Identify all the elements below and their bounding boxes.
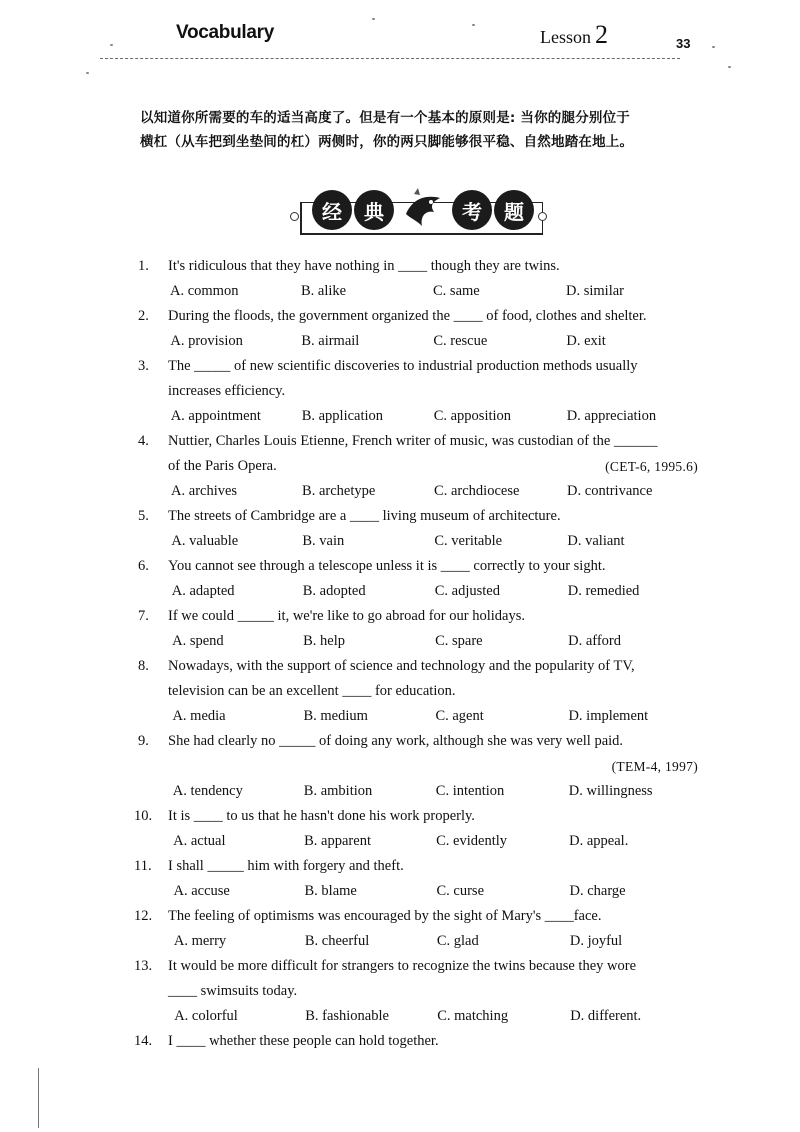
answer-option: D. similar [566,283,624,299]
answer-option: A. valuable [171,533,239,549]
answer-option: C. matching [437,1008,509,1024]
question-line [134,804,728,829]
question-text: Nuttier, Charles Louis Etienne, French writer of music, was custodian of the ______ [168,433,658,449]
question-number: 9. [138,733,149,749]
question-number: 12. [134,908,153,924]
question-text: She had clearly no _____ of doing any work, although she was very well paid. [168,733,624,749]
question-number: 5. [138,508,149,524]
answer-option: A. adapted [171,583,235,599]
question-text: The _____ of new scientific discoveries to industrial production methods usually [168,358,638,374]
question-text: It would be more difficult for strangers to recognize the twins because they wore [168,958,637,974]
answer-option: C. agent [435,708,484,724]
answer-option: D. joyful [569,933,623,949]
question-line [138,754,728,779]
question-line [134,1029,728,1054]
question-text: It is ____ to us that he hasn't done his work properly. [168,808,475,824]
answer-option: C. curse [436,883,485,899]
header-divider [100,58,680,59]
answer-option: A. provision [170,333,243,349]
question-number: 10. [134,808,153,824]
question-item [138,504,728,554]
answer-option: A. colorful [174,1008,238,1024]
question-list [134,254,728,1054]
question-number: 6. [138,558,149,574]
answer-option: D. charge [569,883,626,899]
question-item [138,604,728,654]
question-text: The streets of Cambridge are a ____ living museum of architecture. [168,508,561,524]
answer-option: B. ambition [303,783,373,799]
question-line [138,654,728,679]
question-number: 11. [134,858,152,874]
question-text: I shall _____ him with forgery and theft. [168,858,404,874]
answer-option: D. afford [568,633,621,649]
answer-option: A. spend [172,633,224,649]
banner-dot-right [538,212,547,221]
page-header [0,0,800,80]
answer-option: B. adopted [302,583,366,599]
answer-option: B. application [301,408,384,424]
margin-line [38,1068,39,1128]
question-text: increases efficiency. [168,383,286,399]
question-item [134,904,728,954]
question-number: 7. [138,608,149,624]
answer-option: A. merry [173,933,227,949]
intro-line: 横杠（从车把到坐垫间的杠）两侧时，你的两只脚能够很平稳、自然地踏在地上。 [140,134,634,150]
answer-option: C. rescue [433,333,488,349]
answer-options [138,829,728,854]
question-text: Nowadays, with the support of science and technology and the popularity of TV, [168,658,635,674]
answer-option: A. tendency [172,783,243,799]
intro-line: 以知道你所需要的车的适当高度了。但是有一个基本的原则是: 当你的腿分别位于 [140,110,630,126]
answer-option: D. remedied [567,583,640,599]
answer-option: B. alike [301,283,347,299]
answer-option: B. apparent [304,833,371,849]
answer-option: C. glad [436,933,479,949]
question-text: During the floods, the government organized the ____ of food, clothes and shelter. [168,308,647,324]
question-number: 2. [138,308,149,324]
answer-options [138,529,728,554]
question-item [138,429,728,504]
question-text: of the Paris Opera. [168,458,277,474]
answer-option: D. appeal. [569,833,629,849]
answer-option: A. actual [173,833,226,849]
answer-option: A. common [170,283,239,299]
answer-option: B. medium [303,708,368,724]
answer-option: C. same [433,283,480,299]
answer-option: B. help [303,633,345,649]
question-number: 4. [138,433,149,449]
answer-option: C. intention [435,783,505,799]
question-line [138,554,728,579]
answer-option: A. appointment [170,408,261,424]
question-item [138,254,728,304]
answer-option: C. veritable [434,533,503,549]
question-text: I ____ whether these people can hold together. [168,1033,439,1049]
question-text: You cannot see through a telescope unless it is ____ correctly to your sight. [168,558,606,574]
question-line [134,854,728,879]
lesson-title [540,20,608,50]
answer-option: D. appreciation [566,408,657,424]
scan-speck [712,46,715,48]
banner-char: 典 [354,190,394,230]
answer-options [138,1004,728,1029]
question-item [134,954,728,1029]
answer-option: D. exit [566,333,606,349]
answer-option: D. different. [570,1008,642,1024]
lesson-label: Lesson [540,27,591,47]
question-number: 1. [138,258,149,274]
question-line [138,979,728,1004]
question-item [134,854,728,904]
bird-icon [400,186,446,232]
banner-char: 考 [452,190,492,230]
question-line [138,679,728,704]
answer-option: B. blame [304,883,357,899]
answer-options [138,779,728,804]
answer-option: B. archetype [302,483,376,499]
answer-option: C. archdiocese [434,483,520,499]
question-item [138,554,728,604]
answer-options [138,929,728,954]
question-line [138,379,728,404]
answer-option: D. willingness [568,783,653,799]
question-line [138,354,728,379]
question-item [138,304,728,354]
answer-option: B. cheerful [304,933,370,949]
question-text: ____ swimsuits today. [168,983,298,999]
question-line [138,504,728,529]
scan-speck [86,72,89,74]
answer-options [138,404,728,429]
answer-options [138,329,728,354]
question-line [138,304,728,329]
answer-option: B. vain [302,533,345,549]
scan-speck [472,24,475,26]
banner-char: 经 [312,190,352,230]
question-item [134,804,728,854]
question-number: 14. [134,1033,153,1049]
question-item [138,654,728,729]
banner-char: 题 [494,190,534,230]
answer-option: A. media [172,708,226,724]
question-source: (CET-6, 1995.6) [605,459,698,474]
question-item [138,354,728,429]
lesson-number: 2 [595,20,608,49]
question-number: 3. [138,358,149,374]
question-line [138,604,728,629]
answer-option: A. archives [171,483,238,499]
answer-option: C. evidently [436,833,508,849]
question-line [138,254,728,279]
scan-speck [110,44,113,46]
question-text: It's ridiculous that they have nothing in ____ though they are twins. [168,258,560,274]
answer-options [138,579,728,604]
question-line [138,454,728,479]
intro-paragraph [140,106,705,154]
question-line [138,429,728,454]
answer-option: D. valiant [567,533,625,549]
banner-dot-left [290,212,299,221]
question-text: television can be an excellent ____ for education. [168,683,456,699]
question-item [138,729,728,804]
answer-option: C. apposition [433,408,512,424]
section-title: Vocabulary [176,22,275,43]
question-number: 8. [138,658,149,674]
answer-option: B. fashionable [305,1008,389,1024]
answer-options [138,279,728,304]
question-source: (TEM-4, 1997) [611,759,698,774]
section-banner [300,186,544,238]
page-number: 33 [676,36,691,51]
question-text: If we could _____ it, we're like to go abroad for our holidays. [168,608,525,624]
question-line [138,729,728,754]
question-line [134,954,728,979]
answer-options [138,479,728,504]
question-number: 13. [134,958,153,974]
question-item [134,1029,728,1054]
answer-option: B. airmail [301,333,360,349]
question-text: The feeling of optimisms was encouraged by the sight of Mary's ____face. [168,908,602,924]
answer-option: C. adjusted [434,583,500,599]
answer-options [138,704,728,729]
scan-speck [728,66,731,68]
answer-options [138,879,728,904]
answer-option: D. contrivance [567,483,653,499]
scan-speck [372,18,375,20]
answer-option: A. accuse [173,883,230,899]
question-line [134,904,728,929]
answer-option: C. spare [435,633,483,649]
answer-option: D. implement [568,708,649,724]
answer-options [138,629,728,654]
